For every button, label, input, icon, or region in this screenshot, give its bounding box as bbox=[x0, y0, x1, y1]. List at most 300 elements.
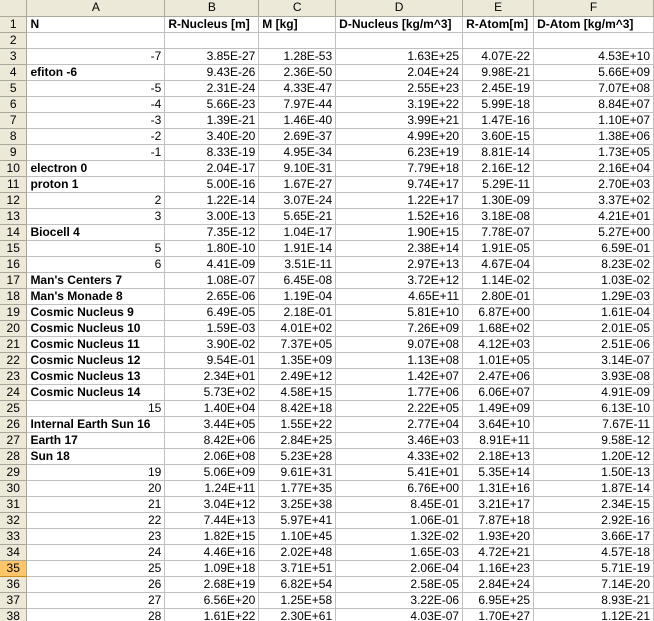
cell-f[interactable]: 2.01E-05 bbox=[534, 320, 654, 336]
cell-b[interactable]: 1.82E+15 bbox=[165, 528, 259, 544]
cell-b[interactable]: 3.00E-13 bbox=[165, 208, 259, 224]
cell-c[interactable]: 4.01E+02 bbox=[259, 320, 336, 336]
cell-b[interactable]: 8.33E-19 bbox=[165, 144, 259, 160]
table-row bbox=[0, 144, 654, 160]
cell-b[interactable]: 2.06E+08 bbox=[165, 448, 259, 464]
table-row bbox=[0, 192, 654, 208]
cell-f[interactable]: 8.84E+07 bbox=[534, 96, 654, 112]
cell-a[interactable]: Cosmic Nucleus 11 bbox=[27, 336, 165, 352]
cell-a[interactable]: Earth 17 bbox=[27, 432, 165, 448]
cell-f[interactable]: 1.10E+07 bbox=[534, 112, 654, 128]
row-header[interactable]: 23 bbox=[0, 368, 27, 384]
cell-a[interactable]: Man's Monade 8 bbox=[27, 288, 165, 304]
table-row bbox=[0, 608, 654, 621]
cell-a[interactable]: 20 bbox=[27, 480, 165, 496]
cell-e[interactable]: 7.78E-07 bbox=[463, 224, 534, 240]
cell-d[interactable]: 4.99E+20 bbox=[336, 128, 463, 144]
cell-e[interactable]: 4.12E+03 bbox=[463, 336, 534, 352]
cell-f[interactable]: 4.91E-09 bbox=[534, 384, 654, 400]
cell-b[interactable]: 3.90E-02 bbox=[165, 336, 259, 352]
cell-d[interactable]: 1.22E+17 bbox=[336, 192, 463, 208]
column-header-d[interactable]: D bbox=[336, 0, 463, 16]
cell-e[interactable]: 6.95E+25 bbox=[463, 592, 534, 608]
table-row bbox=[0, 128, 654, 144]
select-all-corner[interactable] bbox=[0, 0, 27, 16]
cell-e[interactable]: 8.81E-14 bbox=[463, 144, 534, 160]
cell-b[interactable]: 5.00E-16 bbox=[165, 176, 259, 192]
cell-e[interactable]: 5.35E+14 bbox=[463, 464, 534, 480]
cell-e[interactable]: 4.67E-04 bbox=[463, 256, 534, 272]
row-header[interactable]: 28 bbox=[0, 448, 27, 464]
cell-d[interactable]: 1.06E-01 bbox=[336, 512, 463, 528]
cell-d[interactable]: 1.90E+15 bbox=[336, 224, 463, 240]
cell-c[interactable]: 2.02E+48 bbox=[259, 544, 336, 560]
cell-c[interactable]: 4.58E+15 bbox=[259, 384, 336, 400]
cell-d[interactable]: 3.46E+03 bbox=[336, 432, 463, 448]
cell-d[interactable]: 2.38E+14 bbox=[336, 240, 463, 256]
column-header-a[interactable]: A bbox=[27, 0, 165, 16]
cell-e[interactable]: 2.16E-12 bbox=[463, 160, 534, 176]
cell-d[interactable]: 2.04E+24 bbox=[336, 64, 463, 80]
cell-b[interactable]: 9.43E-26 bbox=[165, 64, 259, 80]
cell-c[interactable]: 3.71E+51 bbox=[259, 560, 336, 576]
cell-c[interactable]: 1.04E-17 bbox=[259, 224, 336, 240]
cell-b[interactable]: R-Nucleus [m] bbox=[165, 16, 259, 32]
row-header[interactable]: 18 bbox=[0, 288, 27, 304]
cell-a[interactable]: 3 bbox=[27, 208, 165, 224]
cell-f[interactable]: 1.12E-21 bbox=[534, 608, 654, 621]
cell-f[interactable]: 4.53E+10 bbox=[534, 48, 654, 64]
cell-d[interactable]: 7.26E+09 bbox=[336, 320, 463, 336]
cell-d[interactable]: 2.55E+23 bbox=[336, 80, 463, 96]
cell-e[interactable]: 5.99E-18 bbox=[463, 96, 534, 112]
cell-d[interactable]: 4.03E-07 bbox=[336, 608, 463, 621]
row-header[interactable]: 29 bbox=[0, 464, 27, 480]
cell-a[interactable]: 6 bbox=[27, 256, 165, 272]
cell-b[interactable]: 7.35E-12 bbox=[165, 224, 259, 240]
cell-c[interactable]: 6.45E-08 bbox=[259, 272, 336, 288]
table-row bbox=[0, 176, 654, 192]
cell-b[interactable]: 1.09E+18 bbox=[165, 560, 259, 576]
cell-d[interactable]: 7.79E+18 bbox=[336, 160, 463, 176]
row-header[interactable]: 36 bbox=[0, 576, 27, 592]
cell-d[interactable]: 1.77E+06 bbox=[336, 384, 463, 400]
cell-a[interactable]: 28 bbox=[27, 608, 165, 621]
cell-d[interactable]: D-Nucleus [kg/m^3] bbox=[336, 16, 463, 32]
row-header[interactable]: 24 bbox=[0, 384, 27, 400]
table-row bbox=[0, 368, 654, 384]
cell-a[interactable]: Man's Centers 7 bbox=[27, 272, 165, 288]
cell-e[interactable]: 1.47E-16 bbox=[463, 112, 534, 128]
cell-b[interactable]: 2.68E+19 bbox=[165, 576, 259, 592]
cell-f[interactable]: 3.93E-08 bbox=[534, 368, 654, 384]
cell-e[interactable]: 1.14E-02 bbox=[463, 272, 534, 288]
cell-b[interactable]: 1.08E-07 bbox=[165, 272, 259, 288]
cell-f[interactable] bbox=[534, 32, 654, 48]
cell-e[interactable]: 2.84E+24 bbox=[463, 576, 534, 592]
cell-c[interactable]: 1.77E+35 bbox=[259, 480, 336, 496]
cell-f[interactable]: 5.66E+09 bbox=[534, 64, 654, 80]
table-row bbox=[0, 304, 654, 320]
cell-d[interactable]: 6.76E+00 bbox=[336, 480, 463, 496]
cell-d[interactable]: 5.41E+01 bbox=[336, 464, 463, 480]
cell-b[interactable]: 2.65E-06 bbox=[165, 288, 259, 304]
cell-b[interactable]: 1.80E-10 bbox=[165, 240, 259, 256]
cell-c[interactable]: 9.61E+31 bbox=[259, 464, 336, 480]
cell-e[interactable]: 6.06E+07 bbox=[463, 384, 534, 400]
row-header[interactable]: 1 bbox=[0, 16, 27, 32]
cell-b[interactable] bbox=[165, 32, 259, 48]
cell-f[interactable]: 9.58E-12 bbox=[534, 432, 654, 448]
cell-d[interactable]: 1.13E+08 bbox=[336, 352, 463, 368]
cell-e[interactable]: 1.30E-09 bbox=[463, 192, 534, 208]
cell-f[interactable]: 1.87E-14 bbox=[534, 480, 654, 496]
cell-c[interactable]: 1.55E+22 bbox=[259, 416, 336, 432]
cell-b[interactable]: 9.54E-01 bbox=[165, 352, 259, 368]
cell-b[interactable]: 4.41E-09 bbox=[165, 256, 259, 272]
cell-f[interactable]: 2.70E+03 bbox=[534, 176, 654, 192]
cell-d[interactable]: 1.52E+16 bbox=[336, 208, 463, 224]
row-header[interactable]: 16 bbox=[0, 256, 27, 272]
cell-c[interactable] bbox=[259, 32, 336, 48]
cell-c[interactable]: 5.65E-21 bbox=[259, 208, 336, 224]
cell-f[interactable]: 7.67E-11 bbox=[534, 416, 654, 432]
cell-a[interactable]: N bbox=[27, 16, 165, 32]
cell-e[interactable]: 1.49E+09 bbox=[463, 400, 534, 416]
cell-c[interactable]: 3.51E-11 bbox=[259, 256, 336, 272]
cell-d[interactable]: 9.07E+08 bbox=[336, 336, 463, 352]
cell-c[interactable]: 1.19E-04 bbox=[259, 288, 336, 304]
cell-c[interactable]: M [kg] bbox=[259, 16, 336, 32]
row-header[interactable]: 6 bbox=[0, 96, 27, 112]
cell-c[interactable]: 2.49E+12 bbox=[259, 368, 336, 384]
cell-d[interactable]: 8.45E-01 bbox=[336, 496, 463, 512]
cell-a[interactable]: Cosmic Nucleus 12 bbox=[27, 352, 165, 368]
cell-c[interactable]: 7.97E-44 bbox=[259, 96, 336, 112]
cell-a[interactable]: Cosmic Nucleus 14 bbox=[27, 384, 165, 400]
table-row bbox=[0, 480, 654, 496]
row-header[interactable]: 14 bbox=[0, 224, 27, 240]
cell-d[interactable]: 2.06E-04 bbox=[336, 560, 463, 576]
table-row bbox=[0, 64, 654, 80]
cell-f[interactable]: 1.38E+06 bbox=[534, 128, 654, 144]
cell-a[interactable]: proton 1 bbox=[27, 176, 165, 192]
cell-f[interactable]: D-Atom [kg/m^3] bbox=[534, 16, 654, 32]
cell-f[interactable]: 1.50E-13 bbox=[534, 464, 654, 480]
cell-d[interactable]: 6.23E+19 bbox=[336, 144, 463, 160]
cell-e[interactable]: 1.16E+23 bbox=[463, 560, 534, 576]
cell-b[interactable]: 3.44E+05 bbox=[165, 416, 259, 432]
cell-a[interactable]: 24 bbox=[27, 544, 165, 560]
row-header[interactable]: 35 bbox=[0, 560, 27, 576]
row-header[interactable]: 33 bbox=[0, 528, 27, 544]
row-header[interactable]: 27 bbox=[0, 432, 27, 448]
cell-e[interactable]: R-Atom[m] bbox=[463, 16, 534, 32]
row-header[interactable]: 21 bbox=[0, 336, 27, 352]
row-header[interactable]: 12 bbox=[0, 192, 27, 208]
cell-c[interactable]: 1.10E+45 bbox=[259, 528, 336, 544]
row-header[interactable]: 2 bbox=[0, 32, 27, 48]
row-header[interactable]: 8 bbox=[0, 128, 27, 144]
cell-a[interactable]: 15 bbox=[27, 400, 165, 416]
cell-b[interactable]: 2.31E-24 bbox=[165, 80, 259, 96]
cell-e[interactable]: 1.70E+27 bbox=[463, 608, 534, 621]
row-header[interactable]: 26 bbox=[0, 416, 27, 432]
cell-c[interactable]: 2.18E-01 bbox=[259, 304, 336, 320]
cell-b[interactable]: 1.61E+22 bbox=[165, 608, 259, 621]
cell-c[interactable]: 2.69E-37 bbox=[259, 128, 336, 144]
cell-d[interactable]: 9.74E+17 bbox=[336, 176, 463, 192]
cell-c[interactable]: 1.67E-27 bbox=[259, 176, 336, 192]
cell-e[interactable]: 9.98E-21 bbox=[463, 64, 534, 80]
cell-e[interactable]: 1.01E+05 bbox=[463, 352, 534, 368]
cell-e[interactable]: 6.87E+00 bbox=[463, 304, 534, 320]
cell-f[interactable]: 2.51E-06 bbox=[534, 336, 654, 352]
cell-b[interactable]: 1.39E-21 bbox=[165, 112, 259, 128]
cell-b[interactable]: 5.06E+09 bbox=[165, 464, 259, 480]
table-row bbox=[0, 32, 654, 48]
cell-b[interactable]: 2.04E-17 bbox=[165, 160, 259, 176]
cell-a[interactable]: 25 bbox=[27, 560, 165, 576]
table-row bbox=[0, 512, 654, 528]
cell-f[interactable]: 2.92E-16 bbox=[534, 512, 654, 528]
cell-b[interactable]: 5.66E-23 bbox=[165, 96, 259, 112]
cell-d[interactable]: 4.65E+11 bbox=[336, 288, 463, 304]
cell-b[interactable]: 3.04E+12 bbox=[165, 496, 259, 512]
table-row bbox=[0, 112, 654, 128]
table-row bbox=[0, 496, 654, 512]
table-row bbox=[0, 16, 654, 32]
cell-a[interactable]: Internal Earth Sun 16 bbox=[27, 416, 165, 432]
column-header-e[interactable]: E bbox=[463, 0, 534, 16]
cell-a[interactable]: Cosmic Nucleus 10 bbox=[27, 320, 165, 336]
cell-f[interactable]: 8.93E-21 bbox=[534, 592, 654, 608]
cell-a[interactable]: Biocell 4 bbox=[27, 224, 165, 240]
cell-b[interactable]: 1.22E-14 bbox=[165, 192, 259, 208]
cell-d[interactable]: 3.99E+21 bbox=[336, 112, 463, 128]
cell-a[interactable]: Cosmic Nucleus 9 bbox=[27, 304, 165, 320]
cell-e[interactable]: 8.91E+11 bbox=[463, 432, 534, 448]
cell-f[interactable]: 5.71E-19 bbox=[534, 560, 654, 576]
cell-b[interactable]: 5.73E+02 bbox=[165, 384, 259, 400]
cell-c[interactable]: 1.25E+58 bbox=[259, 592, 336, 608]
cell-d[interactable]: 1.42E+07 bbox=[336, 368, 463, 384]
cell-f[interactable]: 1.61E-04 bbox=[534, 304, 654, 320]
cell-f[interactable]: 7.07E+08 bbox=[534, 80, 654, 96]
cell-c[interactable]: 3.07E-24 bbox=[259, 192, 336, 208]
cell-f[interactable]: 2.16E+04 bbox=[534, 160, 654, 176]
cell-f[interactable]: 6.59E-01 bbox=[534, 240, 654, 256]
cell-c[interactable]: 2.36E-50 bbox=[259, 64, 336, 80]
cell-f[interactable]: 5.27E+00 bbox=[534, 224, 654, 240]
cell-a[interactable]: electron 0 bbox=[27, 160, 165, 176]
table-row bbox=[0, 464, 654, 480]
cell-e[interactable]: 7.87E+18 bbox=[463, 512, 534, 528]
cell-d[interactable]: 3.19E+22 bbox=[336, 96, 463, 112]
cell-b[interactable]: 2.34E+01 bbox=[165, 368, 259, 384]
cell-c[interactable]: 2.84E+25 bbox=[259, 432, 336, 448]
cell-a[interactable]: 22 bbox=[27, 512, 165, 528]
cell-a[interactable]: 26 bbox=[27, 576, 165, 592]
cell-a[interactable]: 27 bbox=[27, 592, 165, 608]
row-header[interactable]: 31 bbox=[0, 496, 27, 512]
cell-b[interactable]: 1.59E-03 bbox=[165, 320, 259, 336]
cell-a[interactable]: -4 bbox=[27, 96, 165, 112]
cell-f[interactable]: 1.20E-12 bbox=[534, 448, 654, 464]
cell-e[interactable]: 3.21E+17 bbox=[463, 496, 534, 512]
cell-e[interactable]: 1.93E+20 bbox=[463, 528, 534, 544]
cell-c[interactable]: 3.25E+38 bbox=[259, 496, 336, 512]
column-header-f[interactable]: F bbox=[534, 0, 654, 16]
cell-c[interactable]: 1.28E-53 bbox=[259, 48, 336, 64]
table-row bbox=[0, 544, 654, 560]
table-row bbox=[0, 592, 654, 608]
row-header[interactable]: 25 bbox=[0, 400, 27, 416]
cell-e[interactable]: 2.45E-19 bbox=[463, 80, 534, 96]
cell-f[interactable]: 3.37E+02 bbox=[534, 192, 654, 208]
cell-c[interactable]: 7.37E+05 bbox=[259, 336, 336, 352]
cell-a[interactable]: 5 bbox=[27, 240, 165, 256]
cell-d[interactable]: 1.65E-03 bbox=[336, 544, 463, 560]
cell-f[interactable]: 1.73E+05 bbox=[534, 144, 654, 160]
cell-c[interactable]: 5.23E+28 bbox=[259, 448, 336, 464]
row-header[interactable]: 3 bbox=[0, 48, 27, 64]
cell-a[interactable]: -5 bbox=[27, 80, 165, 96]
cell-b[interactable]: 1.40E+04 bbox=[165, 400, 259, 416]
cell-f[interactable]: 8.23E-02 bbox=[534, 256, 654, 272]
cell-f[interactable]: 1.03E-02 bbox=[534, 272, 654, 288]
cell-a[interactable]: -1 bbox=[27, 144, 165, 160]
cell-e[interactable] bbox=[463, 32, 534, 48]
cell-f[interactable]: 3.14E-07 bbox=[534, 352, 654, 368]
table-row bbox=[0, 256, 654, 272]
table-row bbox=[0, 576, 654, 592]
cell-b[interactable]: 7.44E+13 bbox=[165, 512, 259, 528]
cell-a[interactable]: Sun 18 bbox=[27, 448, 165, 464]
row-header[interactable]: 10 bbox=[0, 160, 27, 176]
row-header[interactable]: 13 bbox=[0, 208, 27, 224]
column-header-c[interactable]: C bbox=[259, 0, 336, 16]
table-row bbox=[0, 432, 654, 448]
cell-f[interactable]: 3.66E-17 bbox=[534, 528, 654, 544]
row-header[interactable]: 9 bbox=[0, 144, 27, 160]
cell-a[interactable]: -7 bbox=[27, 48, 165, 64]
cell-e[interactable]: 1.91E-05 bbox=[463, 240, 534, 256]
cell-f[interactable]: 6.13E-10 bbox=[534, 400, 654, 416]
row-header[interactable]: 5 bbox=[0, 80, 27, 96]
cell-b[interactable]: 6.56E+20 bbox=[165, 592, 259, 608]
cell-f[interactable]: 1.29E-03 bbox=[534, 288, 654, 304]
cell-e[interactable]: 5.29E-11 bbox=[463, 176, 534, 192]
table-row bbox=[0, 448, 654, 464]
cell-b[interactable]: 8.42E+06 bbox=[165, 432, 259, 448]
cell-d[interactable]: 5.81E+10 bbox=[336, 304, 463, 320]
cell-c[interactable]: 1.91E-14 bbox=[259, 240, 336, 256]
cell-a[interactable]: -3 bbox=[27, 112, 165, 128]
cell-b[interactable]: 6.49E-05 bbox=[165, 304, 259, 320]
cell-a[interactable]: 23 bbox=[27, 528, 165, 544]
row-header[interactable]: 20 bbox=[0, 320, 27, 336]
cell-c[interactable]: 1.46E-40 bbox=[259, 112, 336, 128]
cell-a[interactable]: Cosmic Nucleus 13 bbox=[27, 368, 165, 384]
cell-e[interactable]: 3.60E-15 bbox=[463, 128, 534, 144]
cell-f[interactable]: 7.14E-20 bbox=[534, 576, 654, 592]
cell-e[interactable]: 3.18E-08 bbox=[463, 208, 534, 224]
cell-b[interactable]: 4.46E+16 bbox=[165, 544, 259, 560]
table-row bbox=[0, 352, 654, 368]
cell-e[interactable]: 4.72E+21 bbox=[463, 544, 534, 560]
cell-c[interactable]: 1.35E+09 bbox=[259, 352, 336, 368]
table-row bbox=[0, 384, 654, 400]
cell-a[interactable] bbox=[27, 32, 165, 48]
table-row bbox=[0, 272, 654, 288]
cell-d[interactable]: 1.32E-02 bbox=[336, 528, 463, 544]
cell-f[interactable]: 4.57E-18 bbox=[534, 544, 654, 560]
cell-d[interactable] bbox=[336, 32, 463, 48]
row-header[interactable]: 34 bbox=[0, 544, 27, 560]
cell-a[interactable]: 2 bbox=[27, 192, 165, 208]
row-header[interactable]: 7 bbox=[0, 112, 27, 128]
cell-e[interactable]: 1.68E+02 bbox=[463, 320, 534, 336]
cell-c[interactable]: 5.97E+41 bbox=[259, 512, 336, 528]
cell-e[interactable]: 2.47E+06 bbox=[463, 368, 534, 384]
cell-b[interactable]: 1.24E+11 bbox=[165, 480, 259, 496]
cell-e[interactable]: 2.18E+13 bbox=[463, 448, 534, 464]
row-header[interactable]: 37 bbox=[0, 592, 27, 608]
cell-e[interactable]: 3.64E+10 bbox=[463, 416, 534, 432]
cell-d[interactable]: 2.77E+04 bbox=[336, 416, 463, 432]
cell-f[interactable]: 2.34E-15 bbox=[534, 496, 654, 512]
cell-b[interactable]: 3.40E-20 bbox=[165, 128, 259, 144]
cell-a[interactable]: 19 bbox=[27, 464, 165, 480]
cell-c[interactable]: 8.42E+18 bbox=[259, 400, 336, 416]
row-header[interactable]: 4 bbox=[0, 64, 27, 80]
row-header[interactable]: 22 bbox=[0, 352, 27, 368]
cell-c[interactable]: 6.82E+54 bbox=[259, 576, 336, 592]
table-row bbox=[0, 160, 654, 176]
table-row bbox=[0, 80, 654, 96]
cell-d[interactable]: 2.58E-05 bbox=[336, 576, 463, 592]
cell-a[interactable]: efiton -6 bbox=[27, 64, 165, 80]
cell-d[interactable]: 1.63E+25 bbox=[336, 48, 463, 64]
row-header[interactable]: 30 bbox=[0, 480, 27, 496]
cell-e[interactable]: 1.31E+16 bbox=[463, 480, 534, 496]
cell-b[interactable]: 3.85E-27 bbox=[165, 48, 259, 64]
cell-c[interactable]: 2.30E+61 bbox=[259, 608, 336, 621]
cell-c[interactable]: 4.33E-47 bbox=[259, 80, 336, 96]
cell-d[interactable]: 2.22E+05 bbox=[336, 400, 463, 416]
cell-a[interactable]: -2 bbox=[27, 128, 165, 144]
cell-d[interactable]: 3.72E+12 bbox=[336, 272, 463, 288]
cell-e[interactable]: 2.80E-01 bbox=[463, 288, 534, 304]
row-header[interactable]: 32 bbox=[0, 512, 27, 528]
cell-d[interactable]: 3.22E-06 bbox=[336, 592, 463, 608]
cell-a[interactable]: 21 bbox=[27, 496, 165, 512]
row-header[interactable]: 19 bbox=[0, 304, 27, 320]
cell-c[interactable]: 9.10E-31 bbox=[259, 160, 336, 176]
table-row bbox=[0, 224, 654, 240]
row-header[interactable]: 11 bbox=[0, 176, 27, 192]
row-header[interactable]: 38 bbox=[0, 608, 27, 621]
cell-d[interactable]: 2.97E+13 bbox=[336, 256, 463, 272]
cell-c[interactable]: 4.95E-34 bbox=[259, 144, 336, 160]
row-header[interactable]: 15 bbox=[0, 240, 27, 256]
cell-e[interactable]: 4.07E-22 bbox=[463, 48, 534, 64]
cell-f[interactable]: 4.21E+01 bbox=[534, 208, 654, 224]
cell-d[interactable]: 4.33E+02 bbox=[336, 448, 463, 464]
column-header-b[interactable]: B bbox=[165, 0, 259, 16]
row-header[interactable]: 17 bbox=[0, 272, 27, 288]
